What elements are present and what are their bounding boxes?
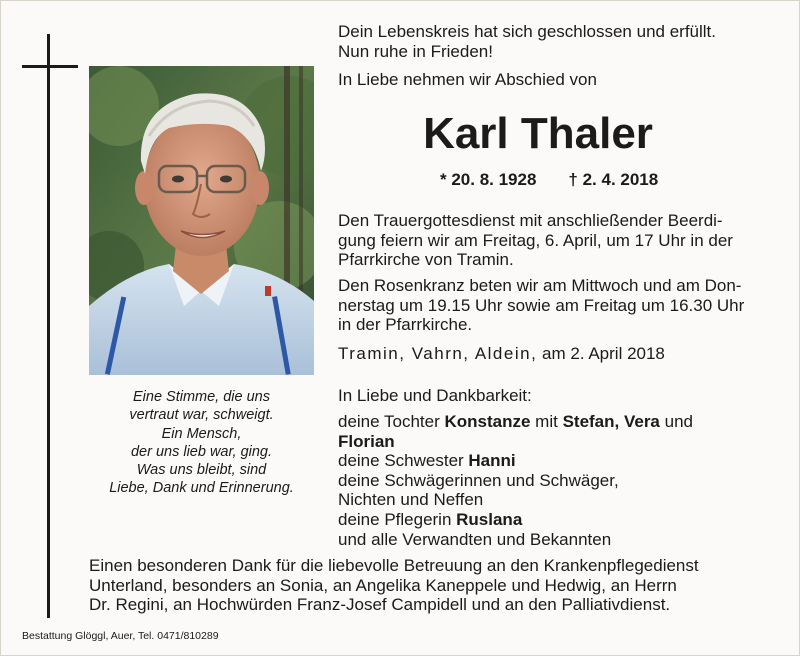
service-line: gung feiern wir am Freitag, 6. April, um 17 Uhr in der: [338, 230, 733, 250]
mourner-line: deine Schwägerinnen und Schwäger,: [338, 470, 619, 490]
poem-line: Ein Mensch,: [161, 425, 242, 442]
poem-line: vertraut war, schweigt.: [129, 407, 274, 424]
service-line: Den Trauergottesdienst mit anschließender Beerdi-: [338, 211, 723, 230]
place-and-date: [338, 344, 665, 364]
rosary-line: in der Pfarrkirche.: [338, 315, 473, 334]
mourner-line: und alle Verwandten und Bekannten: [338, 529, 612, 549]
mourners-list: [338, 412, 693, 549]
thanks-heading: In Liebe und Dankbarkeit:: [338, 386, 532, 405]
intro-line: Dein Lebenskreis hat sich geschlossen und erfüllt.: [338, 22, 716, 41]
service-line: Pfarrkirche von Tramin.: [338, 250, 514, 269]
rosary-line: nerstag um 19.15 Uhr sowie am Freitag um 16.30 Uhr: [338, 295, 745, 315]
life-dates: [440, 170, 658, 190]
funeral-service-text: [338, 211, 752, 270]
mourner-line: Nichten und Neffen: [338, 490, 484, 510]
mourner-line: Florian: [338, 431, 395, 451]
mourner-line: deine Pflegerin Ruslana: [338, 509, 523, 529]
closing-line: Einen besonderen Dank für die liebevolle Betreuung an den Krankenpflegedienst: [89, 556, 699, 575]
rosary-line: Den Rosenkranz beten wir am Mittwoch und am Don-: [338, 276, 742, 295]
intro-text: [338, 22, 716, 61]
birth-date: * 20. 8. 1928: [440, 170, 537, 189]
poem-line: Was uns bleibt, sind: [136, 462, 267, 479]
closing-thanks: [89, 556, 752, 615]
mourner-line: deine Schwester Hanni: [338, 451, 516, 471]
deceased-name: Karl Thaler: [423, 109, 653, 158]
intro-line: Nun ruhe in Frieden!: [338, 41, 493, 61]
poem-line: der uns lieb war, ging.: [130, 443, 273, 460]
poem-line: Liebe, Dank und Erinnerung.: [109, 480, 294, 497]
poem-line: Eine Stimme, die uns: [132, 389, 270, 405]
farewell-line: In Liebe nehmen wir Abschied von: [338, 70, 597, 89]
cross-icon-horizontal: [22, 65, 78, 68]
place-date: am 2. April 2018: [537, 344, 665, 363]
mourner-line: deine Tochter Konstanze mit Stefan, Vera und: [338, 412, 693, 431]
funeral-home-footer: Bestattung Glöggl, Auer, Tel. 0471/810289: [22, 630, 219, 642]
portrait-photo: [89, 66, 314, 375]
closing-line: Dr. Regini, an Hochwürden Franz-Josef Campidell und an den Palliativdienst.: [89, 595, 671, 614]
cross-icon-vertical: [47, 34, 50, 618]
rosary-text: [338, 276, 752, 335]
death-date: † 2. 4. 2018: [568, 170, 659, 189]
place-towns: Tramin, Vahrn, Aldein,: [338, 344, 538, 363]
closing-line: Unterland, besonders an Sonia, an Angelika Kaneppele und Hedwig, an Herrn: [89, 575, 677, 595]
memorial-poem: [89, 388, 314, 498]
